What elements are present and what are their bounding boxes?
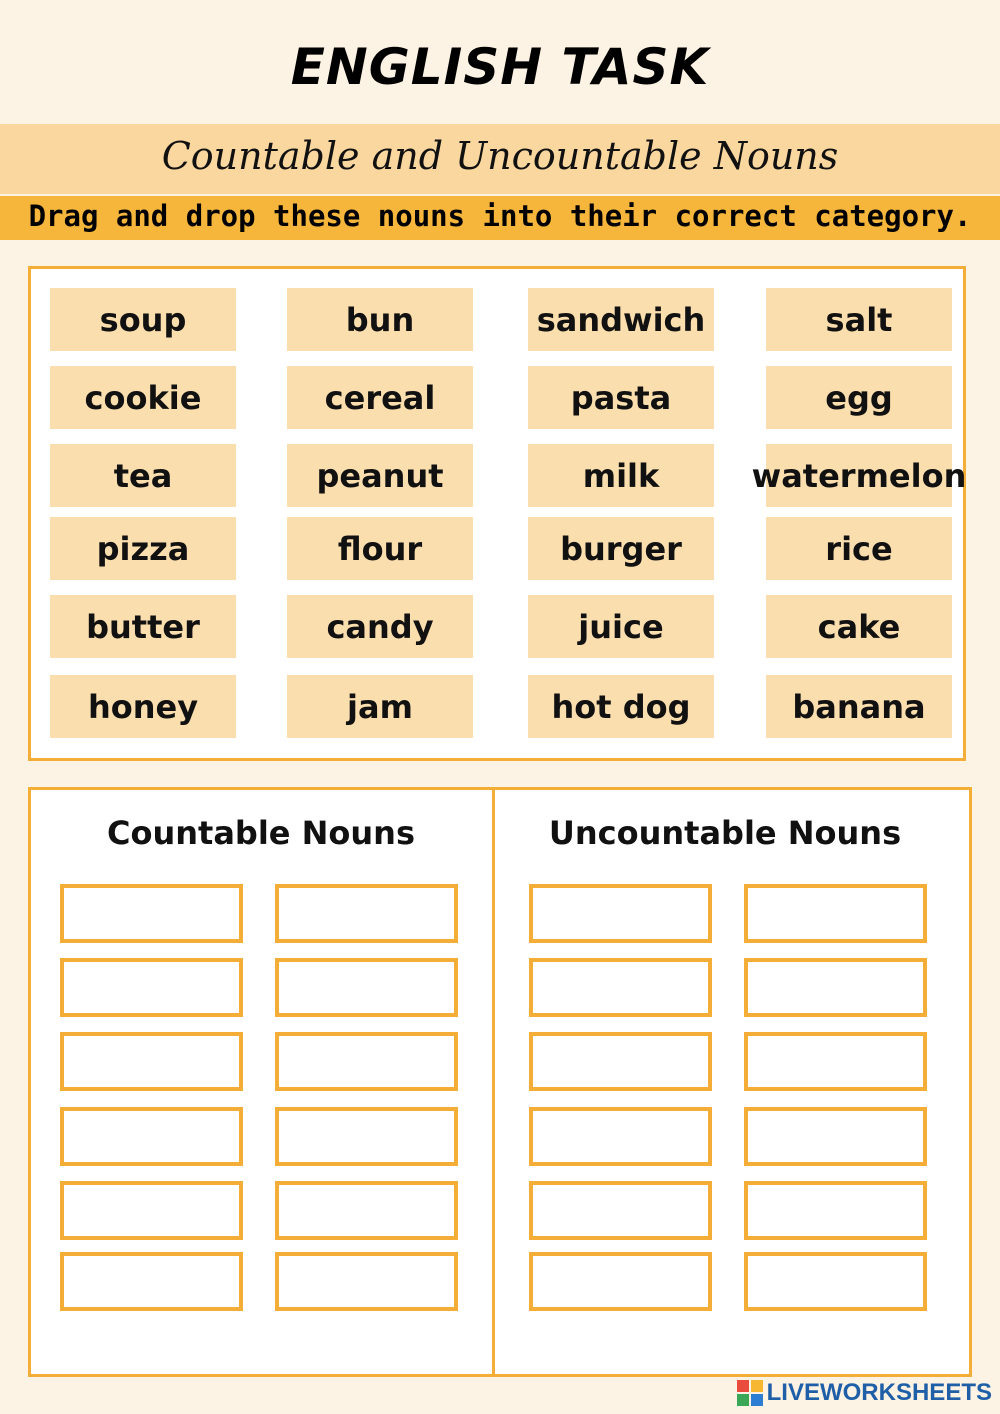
word-chip[interactable]: rice	[766, 517, 952, 580]
word-chip[interactable]: burger	[528, 517, 714, 580]
uncountable-drop-box[interactable]	[744, 958, 927, 1017]
uncountable-drop-box[interactable]	[529, 1032, 712, 1091]
sorting-area	[28, 787, 972, 1377]
uncountable-heading: Uncountable Nouns	[548, 814, 902, 852]
word-chip[interactable]: sandwich	[528, 288, 714, 351]
word-chip[interactable]: soup	[50, 288, 236, 351]
word-chip[interactable]: candy	[287, 595, 473, 658]
uncountable-drop-box[interactable]	[744, 1181, 927, 1240]
countable-drop-box[interactable]	[60, 1107, 243, 1166]
word-chip[interactable]: pasta	[528, 366, 714, 429]
countable-drop-box[interactable]	[60, 1032, 243, 1091]
countable-drop-box[interactable]	[275, 1107, 458, 1166]
word-chip[interactable]: cereal	[287, 366, 473, 429]
word-chip[interactable]: hot dog	[528, 675, 714, 738]
countable-drop-box[interactable]	[275, 884, 458, 943]
liveworksheets-logo-icon	[737, 1380, 763, 1406]
uncountable-drop-box[interactable]	[529, 958, 712, 1017]
word-chip[interactable]: flour	[287, 517, 473, 580]
uncountable-drop-box[interactable]	[744, 1032, 927, 1091]
instruction: Drag and drop these nouns into their correct category.	[28, 199, 972, 233]
word-chip[interactable]: cookie	[50, 366, 236, 429]
word-bank	[28, 266, 966, 761]
word-chip[interactable]: butter	[50, 595, 236, 658]
subtitle: Countable and Uncountable Nouns	[161, 134, 839, 178]
word-chip[interactable]: pizza	[50, 517, 236, 580]
uncountable-drop-box[interactable]	[744, 1252, 927, 1311]
countable-drop-box[interactable]	[60, 958, 243, 1017]
uncountable-drop-box[interactable]	[529, 884, 712, 943]
countable-drop-box[interactable]	[275, 958, 458, 1017]
countable-drop-box[interactable]	[60, 1181, 243, 1240]
word-chip[interactable]: honey	[50, 675, 236, 738]
word-chip[interactable]: juice	[528, 595, 714, 658]
word-chip[interactable]: tea	[50, 444, 236, 507]
countable-drop-box[interactable]	[60, 1252, 243, 1311]
uncountable-drop-box[interactable]	[529, 1181, 712, 1240]
word-chip[interactable]: salt	[766, 288, 952, 351]
countable-drop-box[interactable]	[60, 884, 243, 943]
countable-drop-box[interactable]	[275, 1032, 458, 1091]
word-chip[interactable]: milk	[528, 444, 714, 507]
uncountable-drop-box[interactable]	[744, 1107, 927, 1166]
word-chip[interactable]: banana	[766, 675, 952, 738]
watermark-text: LIVEWORKSHEETS	[766, 1379, 992, 1406]
word-chip[interactable]: egg	[766, 366, 952, 429]
column-divider	[492, 790, 495, 1374]
word-chip[interactable]: cake	[766, 595, 952, 658]
countable-drop-box[interactable]	[275, 1181, 458, 1240]
liveworksheets-watermark	[737, 1378, 992, 1408]
countable-heading: Countable Nouns	[106, 814, 415, 852]
uncountable-drop-box[interactable]	[744, 884, 927, 943]
word-chip[interactable]: peanut	[287, 444, 473, 507]
countable-drop-box[interactable]	[275, 1252, 458, 1311]
uncountable-drop-box[interactable]	[529, 1107, 712, 1166]
word-chip[interactable]: watermelon	[766, 444, 952, 507]
uncountable-drop-box[interactable]	[529, 1252, 712, 1311]
word-chip[interactable]: jam	[287, 675, 473, 738]
word-chip[interactable]: bun	[287, 288, 473, 351]
page-title: ENGLISH TASK	[290, 38, 710, 96]
